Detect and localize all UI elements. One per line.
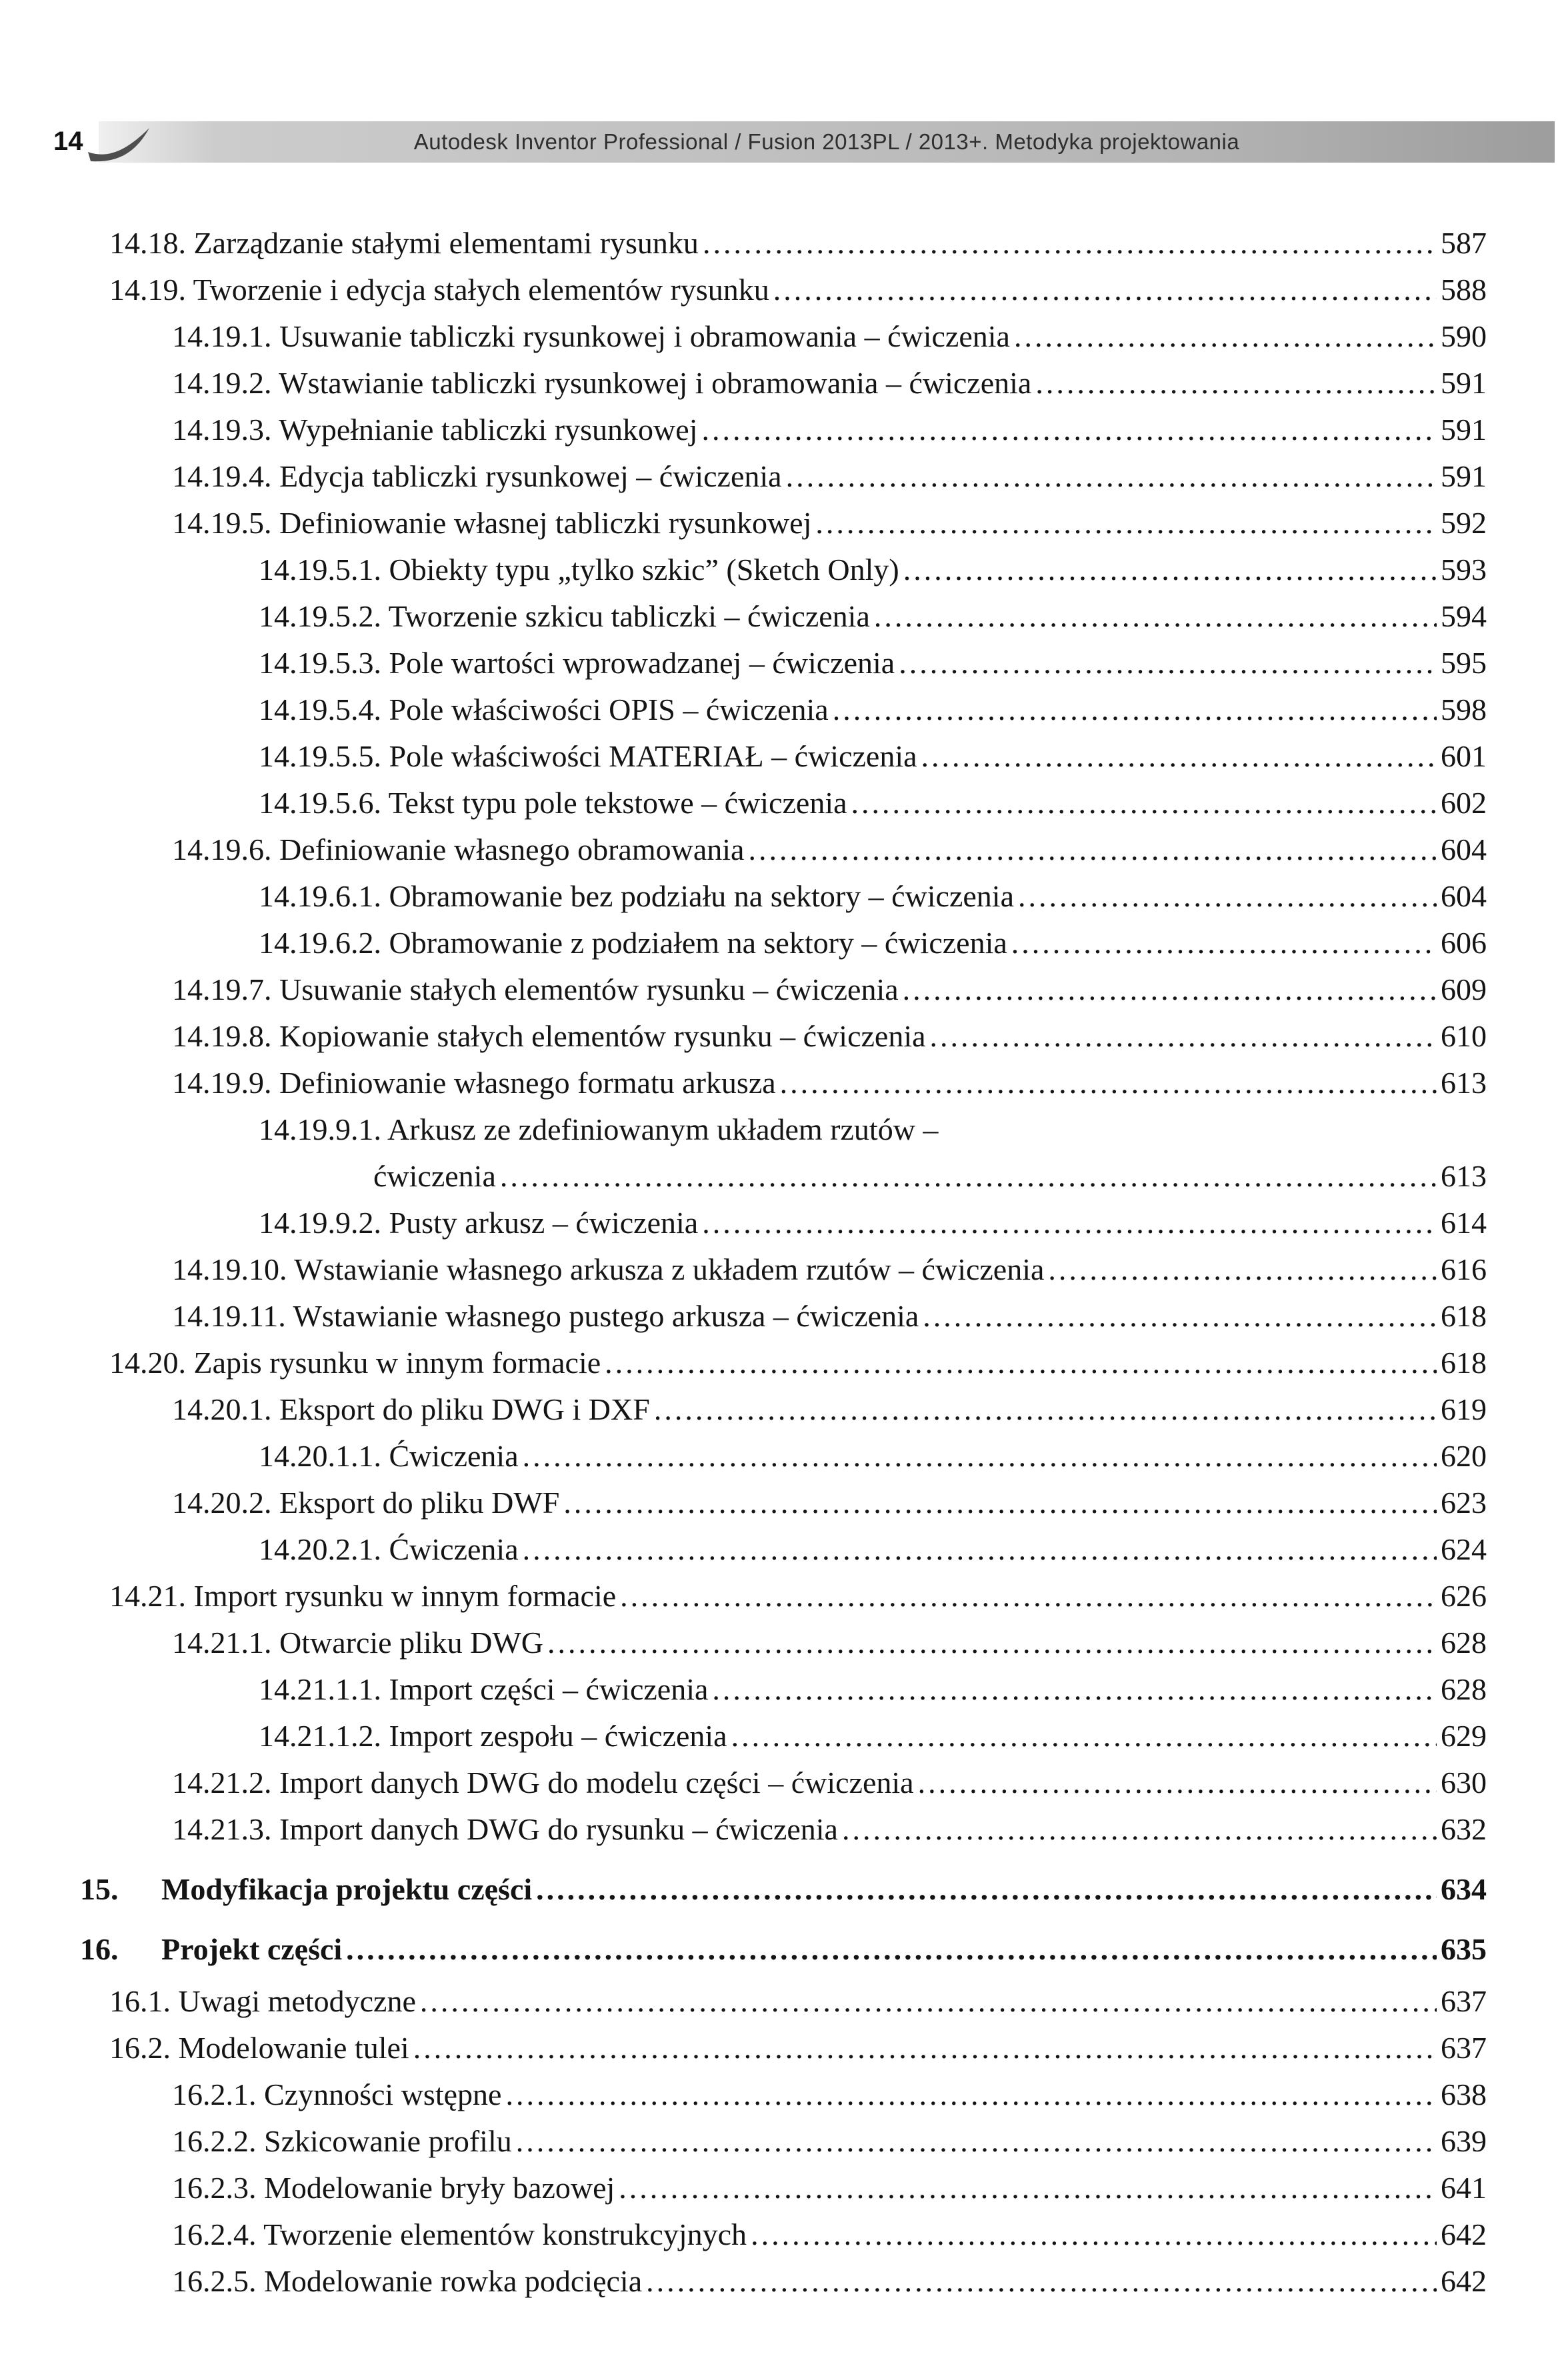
toc-entry-page: 624 <box>1441 1532 1487 1566</box>
toc-entry-page: 613 <box>1441 1066 1487 1100</box>
toc-entry <box>373 1153 1487 1200</box>
toc-entry-label: 14.19.6.1. Obramowanie bez podziału na sektory – ćwiczenia <box>259 879 1014 913</box>
toc-entry-label: 14.21.1.2. Import zespołu – ćwiczenia <box>259 1719 727 1753</box>
toc-entry-label: 14.19.10. Wstawianie własnego arkusza z układem rzutów – ćwiczenia <box>172 1252 1045 1286</box>
toc-entry <box>259 1713 1487 1760</box>
toc-entry-label: 14.19.5.1. Obiekty typu „tylko szkic” (Sketch Only) <box>259 553 899 587</box>
toc-entry-page: 613 <box>1441 1159 1487 1193</box>
toc-entry-label: 16.2.3. Modelowanie bryły bazowej <box>172 2171 615 2205</box>
dot-leader <box>903 547 1437 593</box>
toc-entry-page: 594 <box>1441 599 1487 633</box>
toc-entry <box>259 733 1487 780</box>
dot-leader <box>773 267 1437 313</box>
toc-entry <box>259 920 1487 966</box>
toc-entry-page: 618 <box>1441 1346 1487 1380</box>
toc-entry-label: 14.19.7. Usuwanie stałych elementów rysunku – ćwiczenia <box>172 972 899 1006</box>
dot-leader <box>1035 360 1437 407</box>
dot-leader <box>918 1760 1437 1806</box>
toc-entry-page: 620 <box>1441 1439 1487 1473</box>
toc-entry-label: 16.2. Modelowanie tulei <box>109 2031 409 2065</box>
toc-entry <box>172 1060 1487 1106</box>
toc-entry-page: 590 <box>1441 319 1487 353</box>
toc-entry-page: 626 <box>1441 1579 1487 1613</box>
toc-entry-label: 14.19.11. Wstawianie własnego pustego arkusza – ćwiczenia <box>172 1299 919 1333</box>
toc-entry-page: 591 <box>1441 413 1487 447</box>
toc-entry <box>109 2025 1487 2071</box>
dot-leader <box>874 593 1437 640</box>
toc-entry <box>109 267 1487 313</box>
toc-entry <box>109 220 1487 267</box>
toc-entry-page: 604 <box>1441 832 1487 866</box>
dot-leader <box>1048 1246 1437 1293</box>
toc-entry-label: 14.21.1. Otwarcie pliku DWG <box>172 1626 543 1660</box>
toc-entry-label: 14.19.5.5. Pole właściwości MATERIAŁ – ćwiczenia <box>259 739 917 773</box>
toc-entry-page: 593 <box>1441 553 1487 587</box>
dot-leader <box>703 220 1437 267</box>
toc-entry-page: 604 <box>1441 879 1487 913</box>
toc-entry-page: 629 <box>1441 1719 1487 1753</box>
toc-entry <box>259 593 1487 640</box>
dot-leader <box>731 1713 1437 1760</box>
toc-entry-page: 591 <box>1441 459 1487 493</box>
toc-entry-page: 606 <box>1441 926 1487 960</box>
toc-entry <box>80 1866 1487 1913</box>
toc-entry-label: ćwiczenia <box>373 1159 496 1193</box>
toc-entry-label: 14.19.4. Edycja tabliczki rysunkowej – ćwiczenia <box>172 459 782 493</box>
toc-entry-label: 14.19.9.1. Arkusz ze zdefiniowanym układem rzutów – <box>259 1112 939 1146</box>
toc-entry-label: 16.1. Uwagi metodyczne <box>109 1984 416 2018</box>
toc-entry-label: 14.19.1. Usuwanie tabliczki rysunkowej i obramowania – ćwiczenia <box>172 319 1010 353</box>
toc-entry <box>172 453 1487 500</box>
toc-entry-page: 591 <box>1441 366 1487 400</box>
dot-leader <box>523 1433 1437 1480</box>
toc-entry <box>172 966 1487 1013</box>
toc-entry-label: 14.20.2.1. Ćwiczenia <box>259 1532 519 1566</box>
dot-leader <box>646 2258 1437 2305</box>
toc-entry <box>259 1666 1487 1713</box>
toc-entry <box>172 1760 1487 1806</box>
dot-leader <box>815 500 1437 547</box>
dot-leader <box>563 1480 1437 1526</box>
dot-leader <box>413 2025 1437 2071</box>
toc-entry-page: 641 <box>1441 2171 1487 2205</box>
toc-entry <box>259 1200 1487 1246</box>
toc-entry-label: Modyfikacja projektu części <box>161 1872 533 1906</box>
toc-entry-page: 587 <box>1441 226 1487 260</box>
toc-entry-label: 14.19.2. Wstawianie tabliczki rysunkowej i obramowania – ćwiczenia <box>172 366 1032 400</box>
toc-entry <box>259 1433 1487 1480</box>
toc-entry <box>172 2071 1487 2118</box>
toc-entry-page: 619 <box>1441 1392 1487 1426</box>
toc-entry <box>172 1293 1487 1340</box>
toc-entry-page: 634 <box>1441 1872 1487 1906</box>
toc-entry-label: Projekt części <box>161 1932 343 1966</box>
header-swoosh-decoration <box>85 125 152 164</box>
toc-entry-page: 616 <box>1441 1252 1487 1286</box>
toc-entry-label: 14.19.6.2. Obramowanie z podziałem na sektory – ćwiczenia <box>259 926 1007 960</box>
toc-entry-label: 14.20.1.1. Ćwiczenia <box>259 1439 519 1473</box>
header-bar <box>99 121 1555 163</box>
toc-entry-page: 602 <box>1441 786 1487 820</box>
book-title: Autodesk Inventor Professional / Fusion 2013PL / 2013+. Metodyka projektowania <box>413 129 1240 154</box>
toc-entry-page: 630 <box>1441 1766 1487 1799</box>
toc-entry <box>172 360 1487 407</box>
toc-entry <box>259 873 1487 920</box>
toc-entry-page: 639 <box>1441 2124 1487 2158</box>
toc-entry-label: 14.19.5.3. Pole wartości wprowadzanej – ćwiczenia <box>259 646 895 680</box>
toc-entry-label: 16.2.5. Modelowanie rowka podcięcia <box>172 2264 643 2298</box>
toc-entry-label: 14.21.1.1. Import części – ćwiczenia <box>259 1672 709 1706</box>
dot-leader <box>748 826 1437 873</box>
toc-entry-label: 14.21. Import rysunku w innym formacie <box>109 1579 617 1613</box>
dot-leader <box>780 1060 1437 1106</box>
toc-entry <box>259 640 1487 686</box>
toc-entry <box>172 2258 1487 2305</box>
toc-entry-label: 14.19.5. Definiowanie własnej tabliczki rysunkowej <box>172 506 812 540</box>
toc-entry-page: 618 <box>1441 1299 1487 1333</box>
toc-entry-label: 16.2.1. Czynności wstępne <box>172 2077 502 2111</box>
toc-entry-label: 14.19.6. Definiowanie własnego obramowania <box>172 832 745 866</box>
toc-entry <box>259 686 1487 733</box>
toc-entry <box>172 1480 1487 1526</box>
dot-leader <box>930 1013 1437 1060</box>
toc-entry-label: 14.19.3. Wypełnianie tabliczki rysunkowej <box>172 413 698 447</box>
toc-entry-label: 14.20.2. Eksport do pliku DWF <box>172 1486 560 1520</box>
dot-leader <box>701 407 1437 453</box>
toc-entry-label: 14.19.9. Definiowanie własnego formatu arkusza <box>172 1066 776 1100</box>
dot-leader <box>547 1620 1437 1666</box>
dot-leader <box>702 1200 1437 1246</box>
dot-leader <box>605 1340 1437 1386</box>
dot-leader <box>654 1386 1437 1433</box>
toc-entry-label: 14.19.9.2. Pusty arkusz – ćwiczenia <box>259 1206 699 1240</box>
toc-entry-label: 14.19.5.2. Tworzenie szkicu tabliczki – ćwiczenia <box>259 599 870 633</box>
toc-entry <box>172 407 1487 453</box>
dot-leader <box>346 1926 1437 1973</box>
dot-leader <box>921 733 1437 780</box>
dot-leader <box>620 1573 1437 1620</box>
dot-leader <box>500 1153 1437 1200</box>
toc-entry-page: 635 <box>1441 1932 1487 1966</box>
toc-list <box>80 220 1487 2305</box>
toc-entry-page: 637 <box>1441 1984 1487 2018</box>
toc-entry <box>172 1806 1487 1853</box>
toc-entry <box>172 500 1487 547</box>
toc-entry <box>259 1106 1487 1153</box>
toc-entry-label: 14.21.2. Import danych DWG do modelu części – ćwiczenia <box>172 1766 914 1799</box>
toc-entry <box>172 826 1487 873</box>
dot-leader <box>1014 313 1437 360</box>
toc-entry-page: 637 <box>1441 2031 1487 2065</box>
dot-leader <box>923 1293 1437 1340</box>
dot-leader <box>516 2118 1437 2165</box>
toc-entry-page: 610 <box>1441 1019 1487 1053</box>
toc-entry-label: 16.2.4. Tworzenie elementów konstrukcyjnych <box>172 2217 747 2251</box>
toc-entry-page: 628 <box>1441 1672 1487 1706</box>
toc-entry <box>80 1926 1487 1973</box>
toc-entry <box>109 1978 1487 2025</box>
toc-entry-page: 638 <box>1441 2077 1487 2111</box>
toc-entry <box>172 1013 1487 1060</box>
toc-entry <box>109 1340 1487 1386</box>
page-number: 14 <box>53 127 83 156</box>
toc-entry-page: 598 <box>1441 692 1487 726</box>
toc-entry-label: 16.2.2. Szkicowanie profilu <box>172 2124 512 2158</box>
dot-leader <box>1011 920 1437 966</box>
dot-leader <box>1018 873 1437 920</box>
toc-entry-page: 614 <box>1441 1206 1487 1240</box>
toc-entry <box>172 313 1487 360</box>
toc-entry-label: 14.19.5.6. Tekst typu pole tekstowe – ćwiczenia <box>259 786 847 820</box>
toc-entry-page: 609 <box>1441 972 1487 1006</box>
dot-leader <box>619 2165 1437 2211</box>
chapter-number: 15. <box>80 1872 119 1906</box>
chapter-number: 16. <box>80 1932 119 1966</box>
toc-entry-label: 14.19. Tworzenie i edycja stałych elementów rysunku <box>109 273 769 307</box>
dot-leader <box>420 1978 1437 2025</box>
toc-entry <box>109 1573 1487 1620</box>
dot-leader <box>523 1526 1437 1573</box>
toc-entry-page: 628 <box>1441 1626 1487 1660</box>
toc-entry <box>259 780 1487 826</box>
dot-leader <box>851 780 1437 826</box>
toc-entry <box>172 2211 1487 2258</box>
toc-entry-page: 623 <box>1441 1486 1487 1520</box>
toc-entry-label: 14.21.3. Import danych DWG do rysunku – ćwiczenia <box>172 1812 838 1846</box>
toc-entry <box>172 1386 1487 1433</box>
toc-entry-page: 642 <box>1441 2264 1487 2298</box>
dot-leader <box>903 966 1437 1013</box>
toc-entry <box>172 2165 1487 2211</box>
toc-entry <box>172 2118 1487 2165</box>
toc-entry-label: 14.19.5.4. Pole właściwości OPIS – ćwiczenia <box>259 692 829 726</box>
toc-entry-label: 14.18. Zarządzanie stałymi elementami rysunku <box>109 226 699 260</box>
toc-entry <box>172 1620 1487 1666</box>
page-header <box>0 121 1555 163</box>
dot-leader <box>712 1666 1437 1713</box>
dot-leader <box>786 453 1437 500</box>
dot-leader <box>842 1806 1437 1853</box>
toc-entry-page: 601 <box>1441 739 1487 773</box>
toc-entry-label: 14.19.8. Kopiowanie stałych elementów rysunku – ćwiczenia <box>172 1019 926 1053</box>
toc-entry-label: 14.20.1. Eksport do pliku DWG i DXF <box>172 1392 650 1426</box>
toc-entry-page: 592 <box>1441 506 1487 540</box>
dot-leader <box>833 686 1437 733</box>
dot-leader <box>536 1866 1437 1913</box>
toc-entry-page: 595 <box>1441 646 1487 680</box>
toc-entry <box>172 1246 1487 1293</box>
dot-leader <box>751 2211 1437 2258</box>
dot-leader <box>899 640 1437 686</box>
toc-entry-page: 588 <box>1441 273 1487 307</box>
toc-entry-page: 642 <box>1441 2217 1487 2251</box>
toc-entry <box>259 1526 1487 1573</box>
toc-entry-label: 14.20. Zapis rysunku w innym formacie <box>109 1346 601 1380</box>
toc-entry-page: 632 <box>1441 1812 1487 1846</box>
toc-entry <box>259 547 1487 593</box>
dot-leader <box>505 2071 1437 2118</box>
